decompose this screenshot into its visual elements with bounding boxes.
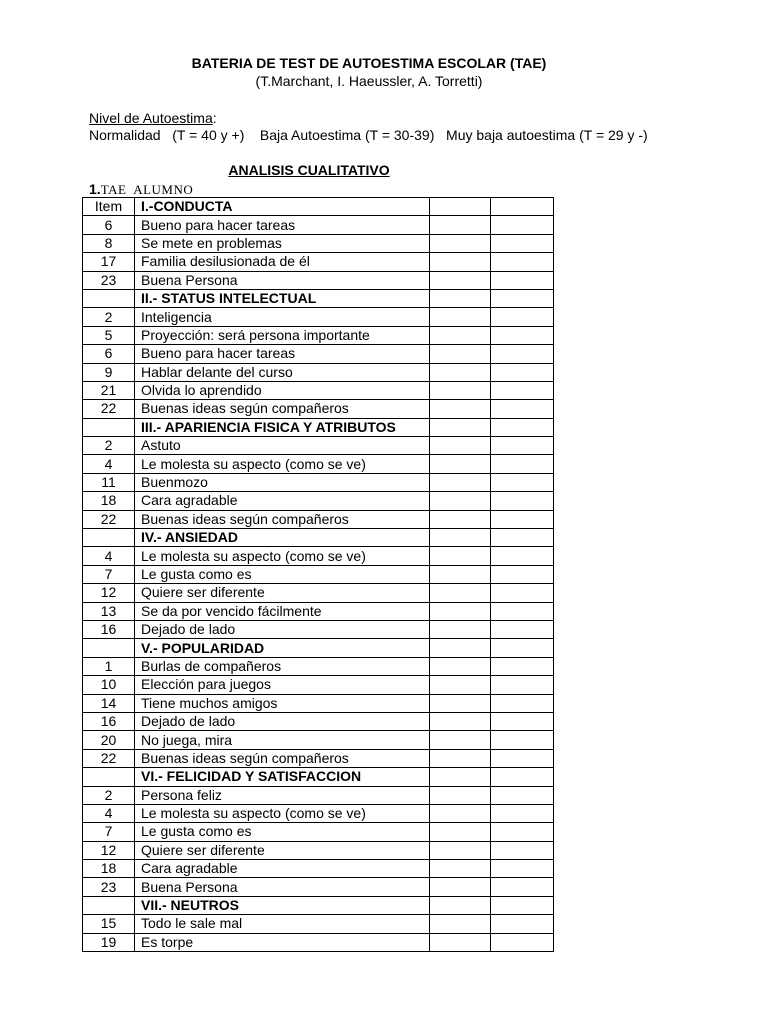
table-row <box>83 492 554 510</box>
item-description-cell: Le molesta su aspecto (como se ve) <box>135 804 430 822</box>
item-description-cell: Se da por vencido fácilmente <box>135 602 430 620</box>
section-title-cell: V.- POPULARIDAD <box>135 639 430 657</box>
blank-cell <box>491 529 554 547</box>
blank-cell <box>430 768 491 786</box>
item-number-cell <box>83 639 135 657</box>
blank-cell <box>430 841 491 859</box>
nivel-line <box>89 110 217 126</box>
section-title-cell: VII.- NEUTROS <box>135 896 430 914</box>
item-description-cell: Le gusta como es <box>135 565 430 583</box>
blank-cell <box>491 455 554 473</box>
item-description-cell: Todo le sale mal <box>135 915 430 933</box>
item-number-cell: 18 <box>83 860 135 878</box>
blank-cell <box>491 289 554 307</box>
table-row <box>83 915 554 933</box>
table-row <box>83 878 554 896</box>
blank-cell <box>491 657 554 675</box>
item-number-cell: 7 <box>83 823 135 841</box>
blank-cell <box>491 234 554 252</box>
table-row <box>83 676 554 694</box>
item-number-cell: 1 <box>83 657 135 675</box>
item-number-cell: 10 <box>83 676 135 694</box>
blank-cell <box>491 584 554 602</box>
item-number-cell: 23 <box>83 878 135 896</box>
table-row <box>83 271 554 289</box>
blank-cell <box>491 676 554 694</box>
blank-cell <box>430 749 491 767</box>
table-row <box>83 933 554 951</box>
item-description-cell: Hablar delante del curso <box>135 363 430 381</box>
table-section-row <box>83 768 554 786</box>
table-row <box>83 216 554 234</box>
item-description-cell: Proyección: será persona importante <box>135 326 430 344</box>
blank-cell <box>430 712 491 730</box>
blank-cell <box>491 381 554 399</box>
blank-cell <box>491 804 554 822</box>
item-description-cell: Familia desilusionada de él <box>135 253 430 271</box>
section-title-cell: III.- APARIENCIA FISICA Y ATRIBUTOS <box>135 418 430 436</box>
blank-cell <box>491 602 554 620</box>
item-number-cell: 11 <box>83 473 135 491</box>
table-row <box>83 731 554 749</box>
table-row <box>83 860 554 878</box>
section-title-cell: I.-CONDUCTA <box>135 198 430 216</box>
blank-cell <box>430 676 491 694</box>
blank-cell <box>430 473 491 491</box>
item-number-cell: Item <box>83 198 135 216</box>
blank-cell <box>491 308 554 326</box>
item-number-cell: 23 <box>83 271 135 289</box>
blank-cell <box>430 437 491 455</box>
blank-cell <box>430 584 491 602</box>
blank-cell <box>430 326 491 344</box>
blank-cell <box>430 289 491 307</box>
item-description-cell: Bueno para hacer tareas <box>135 345 430 363</box>
item-number-cell: 14 <box>83 694 135 712</box>
item-number-cell: 2 <box>83 437 135 455</box>
table-row <box>83 326 554 344</box>
blank-cell <box>430 234 491 252</box>
blank-cell <box>491 492 554 510</box>
item-number-cell: 19 <box>83 933 135 951</box>
section-title-cell: VI.- FELICIDAD Y SATISFACCION <box>135 768 430 786</box>
item-number-cell: 16 <box>83 620 135 638</box>
item-number-cell: 15 <box>83 915 135 933</box>
blank-cell <box>491 694 554 712</box>
blank-cell <box>491 253 554 271</box>
table-row <box>83 786 554 804</box>
table-row <box>83 308 554 326</box>
item-number-cell: 5 <box>83 326 135 344</box>
blank-cell <box>491 878 554 896</box>
item-description-cell: Cara agradable <box>135 860 430 878</box>
blank-cell <box>430 216 491 234</box>
item-description-cell: Persona feliz <box>135 786 430 804</box>
item-description-cell: Bueno para hacer tareas <box>135 216 430 234</box>
blank-cell <box>491 841 554 859</box>
item-number-cell: 4 <box>83 804 135 822</box>
item-number-cell: 9 <box>83 363 135 381</box>
nivel-values: Normalidad (T = 40 y +) Baja Autoestima (T = 30-39) Muy baja autoestima (T = 29 y -) <box>89 127 648 143</box>
item-description-cell: Quiere ser diferente <box>135 584 430 602</box>
blank-cell <box>430 547 491 565</box>
item-description-cell: Cara agradable <box>135 492 430 510</box>
item-number-cell: 17 <box>83 253 135 271</box>
table-row <box>83 547 554 565</box>
blank-cell <box>430 896 491 914</box>
table-row <box>83 455 554 473</box>
item-number-cell: 2 <box>83 786 135 804</box>
analisis-heading-text: ANALISIS CUALITATIVO <box>228 162 390 178</box>
table-section-row <box>83 896 554 914</box>
item-description-cell: Tiene muchos amigos <box>135 694 430 712</box>
blank-cell <box>491 639 554 657</box>
table-row <box>83 400 554 418</box>
blank-cell <box>430 694 491 712</box>
blank-cell <box>491 198 554 216</box>
blank-cell <box>430 823 491 841</box>
section-title-cell: II.- STATUS INTELECTUAL <box>135 289 430 307</box>
blank-cell <box>430 860 491 878</box>
item-description-cell: Olvida lo aprendido <box>135 381 430 399</box>
item-number-cell: 22 <box>83 749 135 767</box>
table-row <box>83 234 554 252</box>
table-row <box>83 253 554 271</box>
item-number-cell: 7 <box>83 565 135 583</box>
table-row <box>83 712 554 730</box>
table-row <box>83 804 554 822</box>
blank-cell <box>430 198 491 216</box>
item-number-cell: 2 <box>83 308 135 326</box>
blank-cell <box>430 602 491 620</box>
table-row <box>83 473 554 491</box>
item-description-cell: Quiere ser diferente <box>135 841 430 859</box>
blank-cell <box>430 933 491 951</box>
item-description-cell: Buena Persona <box>135 878 430 896</box>
item-description-cell: Buena Persona <box>135 271 430 289</box>
item-description-cell: Astuto <box>135 437 430 455</box>
item-number-cell: 13 <box>83 602 135 620</box>
analisis-heading <box>0 162 618 178</box>
table-section-row <box>83 639 554 657</box>
item-description-cell: Burlas de compañeros <box>135 657 430 675</box>
blank-cell <box>491 768 554 786</box>
blank-cell <box>430 492 491 510</box>
item-number-cell <box>83 896 135 914</box>
item-number-cell: 4 <box>83 455 135 473</box>
blank-cell <box>430 731 491 749</box>
table-section-row <box>83 529 554 547</box>
item-description-cell: Inteligencia <box>135 308 430 326</box>
item-description-cell: Buenas ideas según compañeros <box>135 400 430 418</box>
table-section-row <box>83 289 554 307</box>
section-subheading <box>89 181 193 198</box>
item-description-cell: Le gusta como es <box>135 823 430 841</box>
blank-cell <box>430 308 491 326</box>
blank-cell <box>430 639 491 657</box>
blank-cell <box>430 657 491 675</box>
table-row <box>83 381 554 399</box>
blank-cell <box>430 804 491 822</box>
blank-cell <box>430 418 491 436</box>
blank-cell <box>430 878 491 896</box>
item-number-cell: 20 <box>83 731 135 749</box>
blank-cell <box>491 510 554 528</box>
item-number-cell: 6 <box>83 216 135 234</box>
item-description-cell: Elección para juegos <box>135 676 430 694</box>
item-number-cell <box>83 289 135 307</box>
blank-cell <box>491 363 554 381</box>
item-description-cell: Dejado de lado <box>135 712 430 730</box>
table-row <box>83 823 554 841</box>
table-row <box>83 363 554 381</box>
item-description-cell: No juega, mira <box>135 731 430 749</box>
nivel-colon: : <box>212 110 217 126</box>
item-description-cell: Le molesta su aspecto (como se ve) <box>135 455 430 473</box>
blank-cell <box>491 731 554 749</box>
item-number-cell <box>83 529 135 547</box>
item-number-cell: 22 <box>83 400 135 418</box>
item-number-cell <box>83 418 135 436</box>
item-number-cell: 4 <box>83 547 135 565</box>
item-description-cell: Dejado de lado <box>135 620 430 638</box>
item-number-cell: 22 <box>83 510 135 528</box>
section-title-cell: IV.- ANSIEDAD <box>135 529 430 547</box>
table-row <box>83 437 554 455</box>
blank-cell <box>491 326 554 344</box>
document-authors: (T.Marchant, I. Haeussler, A. Torretti) <box>255 73 483 89</box>
items-table-body <box>83 198 554 952</box>
item-description-cell: Le molesta su aspecto (como se ve) <box>135 547 430 565</box>
blank-cell <box>430 455 491 473</box>
blank-cell <box>491 749 554 767</box>
item-number-cell: 21 <box>83 381 135 399</box>
blank-cell <box>430 363 491 381</box>
item-number-cell: 16 <box>83 712 135 730</box>
table-row <box>83 565 554 583</box>
nivel-label: Nivel de Autoestima <box>89 110 213 126</box>
table-row <box>83 694 554 712</box>
blank-cell <box>430 915 491 933</box>
item-number-cell: 12 <box>83 841 135 859</box>
blank-cell <box>491 565 554 583</box>
blank-cell <box>491 860 554 878</box>
table-row <box>83 657 554 675</box>
subheading-number: 1. <box>89 181 101 197</box>
table-row <box>83 620 554 638</box>
blank-cell <box>491 915 554 933</box>
item-number-cell: 12 <box>83 584 135 602</box>
blank-cell <box>491 473 554 491</box>
item-description-cell: Se mete en problemas <box>135 234 430 252</box>
blank-cell <box>491 786 554 804</box>
table-row <box>83 841 554 859</box>
blank-cell <box>430 271 491 289</box>
blank-cell <box>491 933 554 951</box>
blank-cell <box>491 437 554 455</box>
blank-cell <box>430 345 491 363</box>
blank-cell <box>430 510 491 528</box>
blank-cell <box>430 786 491 804</box>
table-row <box>83 345 554 363</box>
table-row <box>83 749 554 767</box>
blank-cell <box>430 620 491 638</box>
blank-cell <box>491 216 554 234</box>
subheading-text: TAE ALUMNO <box>100 182 194 197</box>
item-number-cell: 8 <box>83 234 135 252</box>
table-row <box>83 510 554 528</box>
blank-cell <box>430 381 491 399</box>
blank-cell <box>491 400 554 418</box>
blank-cell <box>491 823 554 841</box>
blank-cell <box>430 529 491 547</box>
item-description-cell: Es torpe <box>135 933 430 951</box>
item-description-cell: Buenas ideas según compañeros <box>135 749 430 767</box>
blank-cell <box>491 896 554 914</box>
blank-cell <box>491 345 554 363</box>
blank-cell <box>430 253 491 271</box>
blank-cell <box>430 400 491 418</box>
table-row <box>83 602 554 620</box>
item-number-cell: 6 <box>83 345 135 363</box>
items-table <box>82 197 554 952</box>
document-title: BATERIA DE TEST DE AUTOESTIMA ESCOLAR (TAE) <box>191 55 547 71</box>
item-description-cell: Buenmozo <box>135 473 430 491</box>
item-description-cell: Buenas ideas según compañeros <box>135 510 430 528</box>
table-section-row <box>83 418 554 436</box>
item-number-cell: 18 <box>83 492 135 510</box>
blank-cell <box>491 547 554 565</box>
table-row <box>83 584 554 602</box>
blank-cell <box>430 565 491 583</box>
item-number-cell <box>83 768 135 786</box>
table-section-row <box>83 198 554 216</box>
blank-cell <box>491 620 554 638</box>
blank-cell <box>491 712 554 730</box>
blank-cell <box>491 418 554 436</box>
blank-cell <box>491 271 554 289</box>
